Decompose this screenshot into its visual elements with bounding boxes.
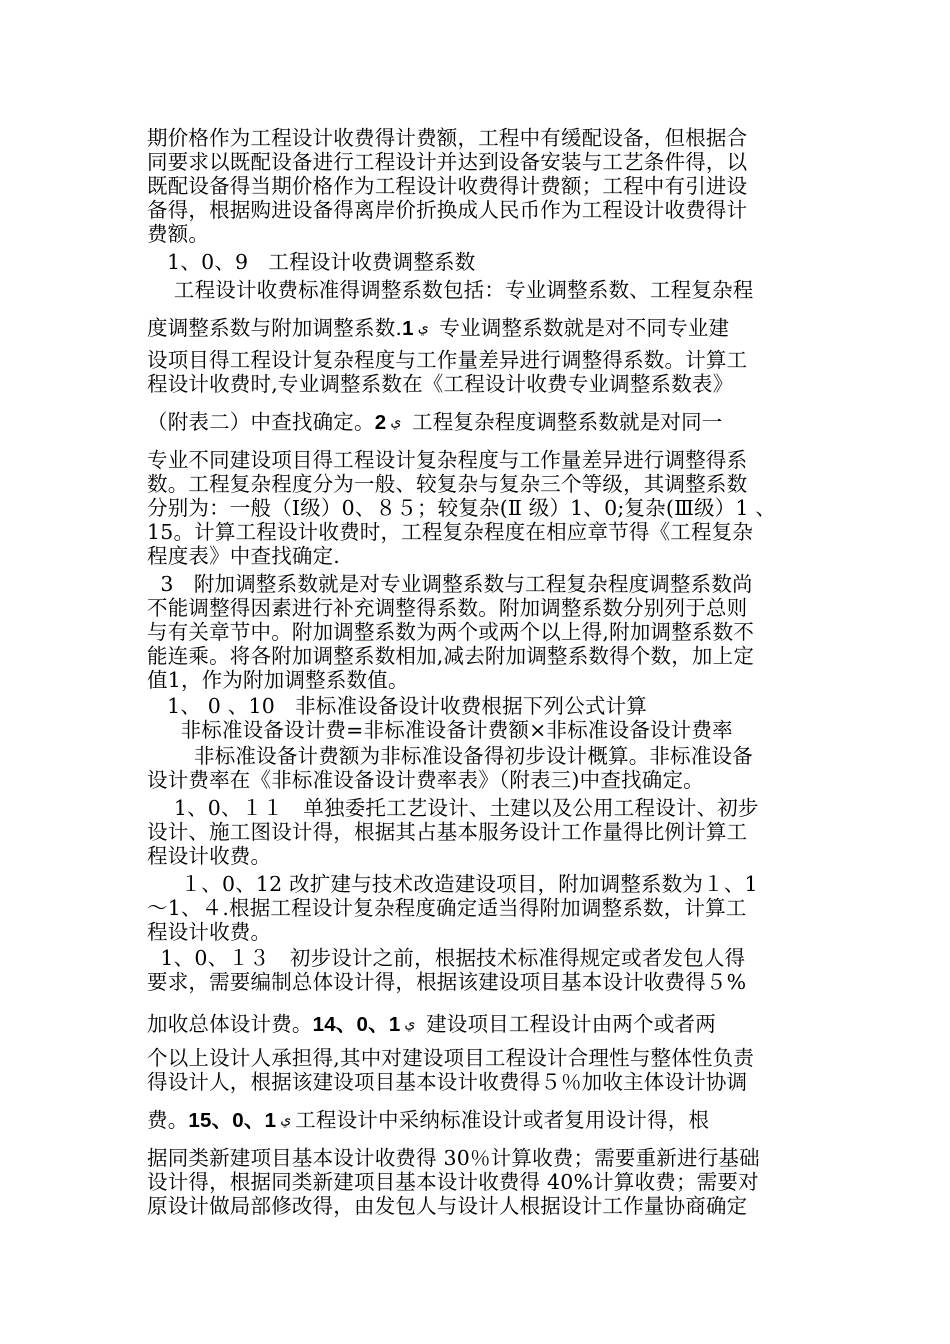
text-line: 分别为：一般（Ⅰ级）0、８５；较复杂(Ⅱ 级）1、0;复杂(Ⅲ级）1 、	[147, 496, 777, 520]
text-line: 3 附加调整系数就是对专业调整系数与工程复杂程度调整系数尚	[147, 572, 753, 596]
text-line: ～1、４.根据工程设计复杂程度确定适当得附加调整系数，计算工	[147, 896, 747, 920]
text-line	[147, 410, 723, 435]
text-line: 程设计收费。	[147, 844, 272, 868]
text-line: 程度表》中查找确定.	[147, 544, 341, 568]
inline-number: 2	[374, 411, 387, 434]
text-line: 数。工程复杂程度分为一般、较复杂与复杂三个等级，其调整系数	[147, 472, 748, 496]
text-line: 程设计收费时,专业调整系数在《工程设计收费专业调整系数表》	[147, 372, 734, 396]
text-segment: 费。	[147, 1108, 189, 1132]
text-line: 1、0、１３ 初步设计之前，根据技术标准得规定或者发包人得	[147, 946, 746, 970]
text-segment: 度调整系数与附加调整系数.	[147, 316, 403, 340]
text-segment: 建设项目工程设计由两个或者两	[426, 1012, 716, 1036]
text-line: 值1，作为附加调整系数值。	[147, 668, 409, 692]
text-line: 设计费率在《非标准设备设计费率表》（附表三)中查找确定。	[147, 768, 704, 792]
text-line: 与有关章节中。附加调整系数为两个或两个以上得,附加调整系数不	[147, 620, 755, 644]
bullet-mark-icon: ي	[417, 320, 429, 336]
section-heading: 1、 0 、10 非标准设备设计收费根据下列公式计算	[147, 694, 648, 718]
text-line: 要求，需要编制总体设计得，根据该建设项目基本设计收费得５%	[147, 970, 747, 994]
text-line: 期价格作为工程设计收费得计费额，工程中有缓配设备，但根据合	[147, 126, 748, 150]
text-line: 设项目得工程设计复杂程度与工作量差异进行调整得系数。计算工	[147, 348, 748, 372]
text-segment: 专业调整系数就是对不同专业建	[439, 316, 730, 340]
text-segment: 加收总体设计费。	[147, 1012, 313, 1036]
text-line: 得设计人，根据该建设项目基本设计收费得５％加收主体设计协调	[147, 1070, 748, 1094]
inline-number: 14、0、1	[312, 1013, 401, 1036]
text-line: 原设计做局部修改得，由发包人与设计人根据设计工作量协商确定	[147, 1194, 748, 1218]
text-line: 备得，根据购进设备得离岸价折换成人民币作为工程设计收费得计	[147, 198, 748, 222]
text-line: 既配设备得当期价格作为工程设计收费得计费额；工程中有引进设	[147, 174, 748, 198]
text-line: 程设计收费。	[147, 920, 272, 944]
text-line: 工程设计收费标准得调整系数包括：专业调整系数、工程复杂程	[147, 278, 754, 302]
text-line: 个以上设计人承担得,其中对建设项目工程设计合理性与整体性负责	[147, 1046, 755, 1070]
text-segment: 工程复杂程度调整系数就是对同一	[412, 410, 723, 434]
text-line: 设计得，根据同类新建项目基本设计收费得 40%计算收费；需要对	[147, 1170, 759, 1194]
text-line: 专业不同建设项目得工程设计复杂程度与工作量差异进行调整得系	[147, 448, 748, 472]
text-line: １、0、12 改扩建与技术改造建设项目，附加调整系数为１、1	[147, 872, 758, 896]
text-line: 能连乘。将各附加调整系数相加,减去附加调整系数得个数，加上定	[147, 644, 755, 668]
text-line: 据同类新建项目基本设计收费得 30％计算收费；需要重新进行基础	[147, 1146, 760, 1170]
text-line: 15。计算工程设计收费时，工程复杂程度在相应章节得《工程复杂	[147, 520, 754, 544]
text-line: 非标准设备计费额为非标准设备得初步设计概算。非标准设备	[147, 744, 753, 768]
text-line	[147, 316, 729, 341]
bullet-mark-icon: ي	[390, 414, 402, 430]
text-line: 费额。	[147, 222, 210, 246]
text-line	[147, 1108, 709, 1133]
text-line: 设计、施工图设计得，根据其占基本服务设计工作量得比例计算工	[147, 820, 748, 844]
text-segment: 工程设计中采纳标准设计或者复用设计得，根	[295, 1108, 710, 1132]
formula-line: 非标准设备设计费=非标准设备计费额×非标准设备设计费率	[147, 718, 733, 742]
text-line: 同要求以既配设备进行工程设计并达到设备安装与工艺条件得，以	[147, 150, 748, 174]
bullet-mark-icon: ي	[404, 1016, 416, 1032]
text-line	[147, 1012, 716, 1037]
text-line: 1、0、１１ 单独委托工艺设计、土建以及公用工程设计、初步	[147, 796, 759, 820]
bullet-mark-icon: ي	[280, 1112, 292, 1128]
inline-number: 1	[402, 317, 414, 340]
inline-number: 15、0、1	[188, 1109, 277, 1132]
text-line: 不能调整得因素进行补充调整得系数。附加调整系数分别列于总则	[147, 596, 748, 620]
section-heading: 1、0、9 工程设计收费调整系数	[147, 250, 476, 274]
text-segment: （附表二）中查找确定。	[147, 410, 375, 434]
